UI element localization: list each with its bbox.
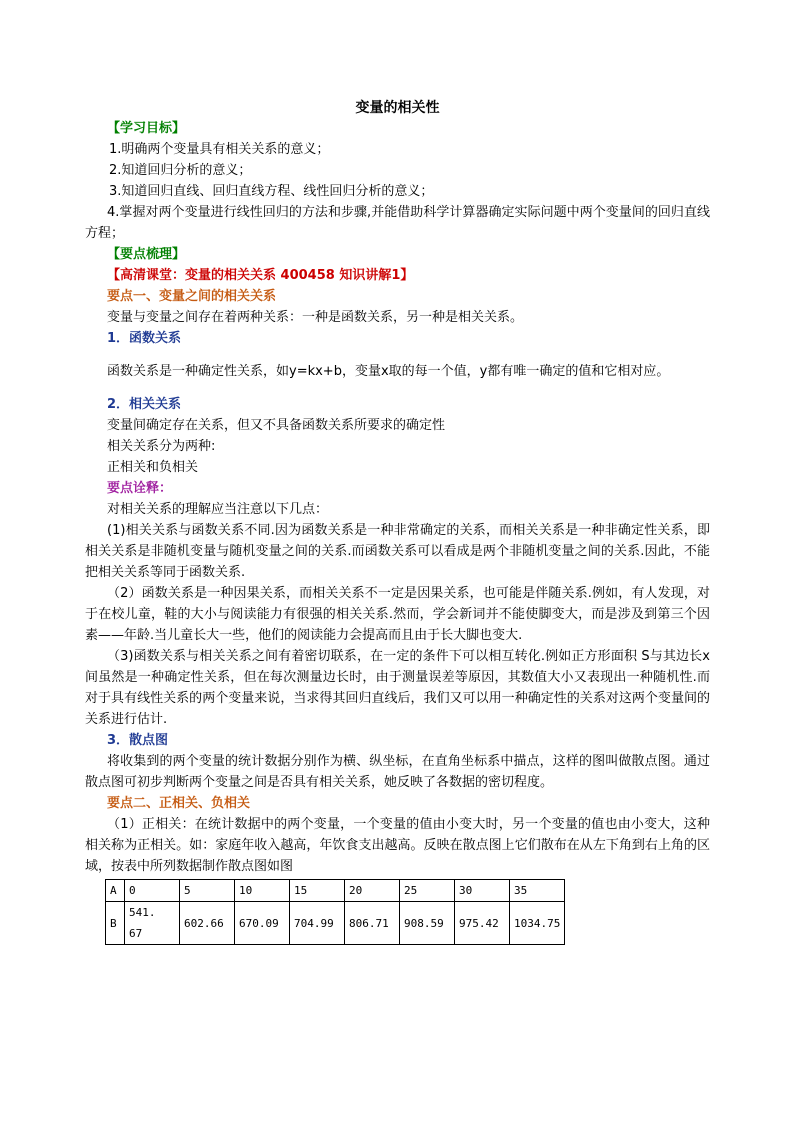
note-paragraph: （2）函数关系是一种因果关系，而相关关系不一定是因果关系，也可能是伴随关系.例如，有人发现，对于在校儿童，鞋的大小与阅读能力有很强的相关关系.然而，学会新词并不能使脚变大，而是涉及到第三个因素——年龄.当儿童长大一些，他们的阅读能力会提高而且由于长大脚也变大. [85,586,710,643]
objectives-heading: 【学习目标】 [107,121,186,136]
table-cell: 670.09 [235,902,290,945]
correlation-heading: 2．相关关系 [107,397,182,412]
objective-item: 3.知道回归直线、回归直线方程、线性回归分析的意义； [109,184,434,199]
table-cell: 806.71 [345,902,400,945]
correlation-line: 相关关系分为两种: [107,439,216,454]
table-cell: 20 [345,880,400,902]
table-cell: 25 [400,880,455,902]
point-one-intro: 变量与变量之间存在着两种关系：一种是函数关系，另一种是相关关系。 [107,310,524,325]
table-cell: 35 [510,880,565,902]
table-cell: A [106,880,125,902]
table-row [106,902,565,945]
function-relation-text: 函数关系是一种确定性关系，如y=kx+b，变量x取的每一个值，y都有唯一确定的值和它相对应。 [107,364,670,379]
note-paragraph: (1)相关关系与函数关系不同.因为函数关系是一种非常确定的关系，而相关关系是一种非确定性关系，即相关关系是非随机变量与随机变量之间的关系.而函数关系可以看成是两个非随机变量之间的关系.因此，不能把相关关系等同于函数关系. [85,523,710,580]
table-row [106,880,565,902]
summary-heading: 【要点梳理】 [107,247,186,262]
table-cell: 0 [125,880,180,902]
table-cell: 30 [455,880,510,902]
objective-item: 2.知道回归分析的意义； [109,163,252,178]
scatter-plot-heading: 3．散点图 [107,733,169,748]
objective-item: 1.明确两个变量具有相关关系的意义； [109,142,330,157]
point-one-heading: 要点一、变量之间的相关关系 [107,289,277,304]
note-paragraph: （3)函数关系与相关关系之间有着密切联系，在一定的条件下可以相互转化.例如正方形面积 S与其边长x间虽然是一种确定性关系，但在每次测量边长时，由于测量误差等原因，其数值大小又表现出一种随机性.而对于具有线性关系的两个变量来说，当求得其回归直线后，我们又可以用一种确定性的关系对这两个变量间的关系进行估计. [85,649,710,727]
table-cell: 602.66 [180,902,235,945]
data-table [105,879,565,945]
correlation-line: 正相关和负相关 [107,460,199,475]
table-cell: 541. 67 [125,902,180,945]
table-cell: 5 [180,880,235,902]
lecture-link[interactable]: 【高清课堂：变量的相关关系 400458 知识讲解1】 [107,268,414,283]
table-cell: 15 [290,880,345,902]
table-cell: 704.99 [290,902,345,945]
table-cell: B [106,902,125,945]
table-cell: 10 [235,880,290,902]
notes-intro: 对相关关系的理解应当注意以下几点： [107,502,329,517]
positive-correlation-text: （1）正相关：在统计数据中的两个变量，一个变量的值由小变大时，另一个变量的值也由小变大，这种相关称为正相关。如：家庭年收入越高，年饮食支出越高。反映在散点图上它们散布在从左下角到右上角的区域，按表中所列数据制作散点图如图 [85,817,710,874]
objective-item: 4.掌握对两个变量进行线性回归的方法和步骤,并能借助科学计算器确定实际问题中两个变量间的回归直线方程； [85,205,710,241]
table-cell: 975.42 [455,902,510,945]
correlation-line: 变量间确定存在关系，但又不具备函数关系所要求的确定性 [107,418,446,433]
scatter-plot-text: 将收集到的两个变量的统计数据分别作为横、纵坐标，在直角坐标系中描点，这样的图叫做散点图。通过散点图可初步判断两个变量之间是否具有相关关系，她反映了各数据的密切程度。 [85,754,710,790]
page-title: 变量的相关性 [355,100,440,116]
function-relation-heading: 1．函数关系 [107,331,182,346]
point-two-heading: 要点二、正相关、负相关 [107,796,251,811]
notes-heading: 要点诠释： [107,481,173,496]
document-page [85,88,710,945]
table-cell: 908.59 [400,902,455,945]
table-cell: 1034.75 [510,902,565,945]
